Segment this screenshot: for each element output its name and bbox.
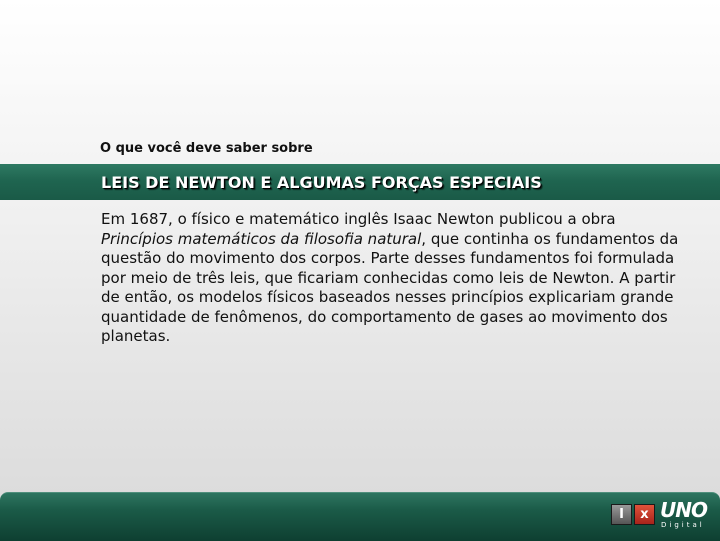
brand-logo <box>610 500 715 534</box>
body-text-part2: , que continha os fundamentos da questão do movimento dos corpos. Parte desses fundamentos foi formulada por meio de três leis, que ficariam conhecidas como leis de Newton. A partir de então, os modelos físicos baseados nesses princípios explicariam grande quantidade de fenômenos, do comportamento de gases ao movimento dos planetas. <box>101 229 679 345</box>
body-paragraph <box>101 210 686 347</box>
body-text-part1: Em 1687, o físico e matemático inglês Isaac Newton publicou a obra <box>101 210 616 228</box>
book-title: Princípios matemáticos da filosofia natural <box>101 229 422 248</box>
logo-i-box: I <box>611 504 632 525</box>
page-title: LEIS DE NEWTON E ALGUMAS FORÇAS ESPECIAIS <box>101 173 542 192</box>
logo-brand-subtext: Digital <box>661 521 705 529</box>
title-bar <box>0 164 720 200</box>
logo-brand-text: UNO <box>660 498 707 522</box>
subtitle: O que você deve saber sobre <box>100 141 313 156</box>
x-icon: x <box>634 504 655 525</box>
